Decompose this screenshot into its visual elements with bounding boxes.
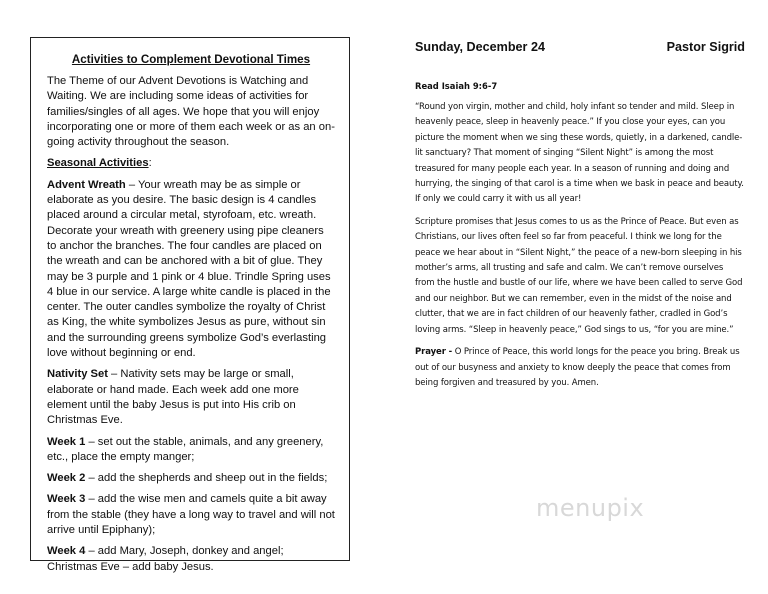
nativity-label: Nativity Set [47, 368, 108, 381]
prayer-label: Prayer - [415, 347, 453, 358]
prayer-text: O Prince of Peace, this world longs for the peace you bring. Break us out of our busyness and anxiety to know deeply the peace that comes from being forgiven and treasured by you. Amen. [415, 347, 740, 388]
intro-paragraph: The Theme of our Advent Devotions is Watching and Waiting. We are including some ideas of activities for families/singles of all ages. We hope that you will enjoy incorporating one or more of them each week or as an on-going activity throughout the season. [47, 75, 335, 149]
devotion-paragraph-2: Scripture promises that Jesus comes to us as the Prince of Peace. But even as Christians, our lives often feel so far from peaceful. I think we long for the peace we hear about in “Silent Night,” the peace of a new-born sleeping in his mother’s arms, all trusting and safe and calm. We can’t remove ourselves from the hustle and bustle of our life, where we have been called to serve God and our neighbor. But we can remember, even in the midst of the noise and clutter, that we are in fact children of our heavenly father, cradled in God’s loving arms. “Sleep in heavenly peace,” God sings to us, “for you are mine.” [415, 216, 743, 335]
scripture-reading: Read Isaiah 9:6-7 [415, 81, 498, 91]
week-4-text: – add Mary, Joseph, donkey and angel; Christmas Eve – add baby Jesus. [47, 545, 284, 573]
menupix-watermark: menupix [536, 494, 645, 522]
advent-wreath-paragraph [47, 178, 335, 362]
week-4-paragraph [47, 544, 335, 575]
advent-wreath-text: – Your wreath may be as simple or elaborate as you desire. The basic design is 4 candles placed around a circular metal, styrofoam, etc. wreath. Decorate your wreath with greenery using pipe cleaners to anchor the branches. The four candles are placed on the wreath and can be anchored with a bit of glue. They may be 3 purple and 1 pink or 4 blue. Trindle Spring uses 4 blue in our service. A large white candle is placed in the center. The outer candles symbolize the royalty of Christ as King, the white symbolizes Jesus as pure, without sin and the surrounding greens symbolize God’s everlasting love without beginning or end. [47, 178, 331, 360]
week-3-label: Week 3 [47, 493, 86, 506]
week-3-paragraph [47, 492, 335, 538]
devotion-date: Sunday, December 24 [415, 40, 545, 54]
activities-box [30, 37, 350, 573]
nativity-paragraph [47, 367, 335, 428]
devotion-column [415, 40, 745, 398]
advent-wreath-label: Advent Wreath [47, 178, 126, 191]
week-2-paragraph [47, 471, 335, 486]
nativity-text: – Nativity sets may be large or small, elaborate or hand made. Each week add one more element until the baby Jesus is put into His crib on Christmas Eve. [47, 368, 299, 427]
seasonal-heading-line [47, 156, 335, 171]
week-1-text: – set out the stable, animals, and any greenery, etc., place the empty manger; [47, 435, 324, 463]
devotion-paragraph-1: “Round yon virgin, mother and child, holy infant so tender and mild. Sleep in heavenly peace, sleep in heavenly peace.” If you close your eyes, can you picture the moment when we sing these words, quietly, in a darkened, candle-lit sanctuary? That moment of singing “Silent Night” is among the most treasured for many people each year. In a season of running and doing and hurrying, the singing of that carol is a time when we bask in peace and beauty. If only we could carry it with us all year! [415, 102, 744, 205]
devotion-header [415, 40, 745, 54]
week-2-text: – add the shepherds and sheep out in the fields; [85, 472, 328, 485]
seasonal-heading: Seasonal Activities [47, 157, 149, 170]
week-3-text: – add the wise men and camels quite a bit away from the stable (they have a long way to travel and will not arrive until Epiphany); [47, 493, 335, 537]
devotion-author: Pastor Sigrid [666, 40, 745, 54]
seasonal-colon: : [148, 157, 152, 170]
activities-title: Activities to Complement Devotional Times [71, 53, 311, 66]
prayer-paragraph [415, 345, 745, 391]
week-4-label: Week 4 [47, 545, 86, 558]
week-1-paragraph [47, 435, 335, 466]
week-1-label: Week 1 [47, 435, 86, 448]
week-2-label: Week 2 [47, 472, 86, 485]
